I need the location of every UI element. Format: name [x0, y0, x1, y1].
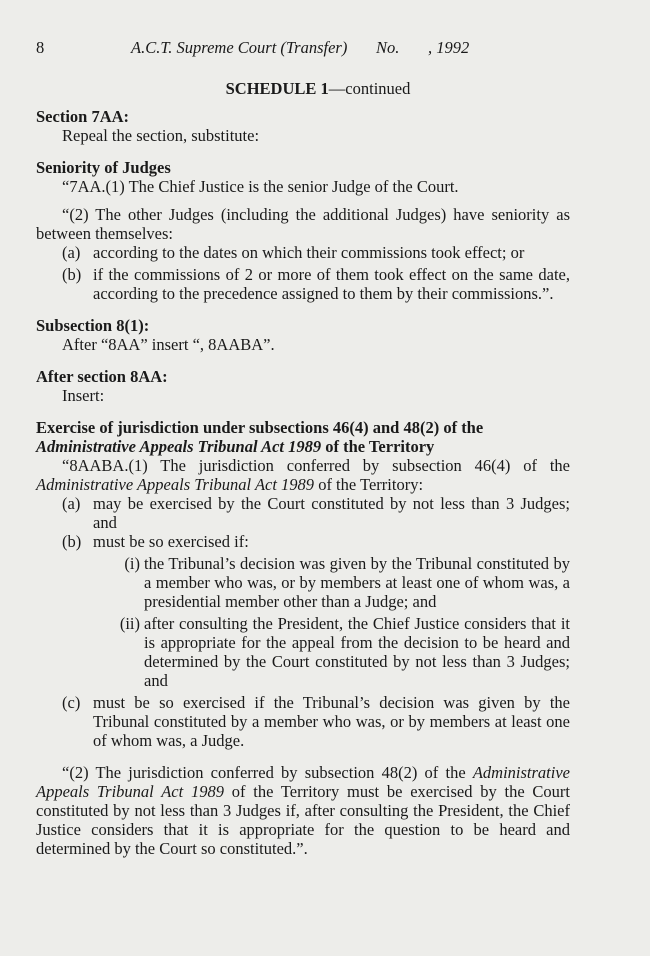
- list-item-label: (b): [62, 265, 82, 284]
- section-8aaba-heading-part2: of the Territory: [321, 437, 435, 456]
- subsection-2-act: Administrative Appeals Tribunal Act 1989: [36, 763, 570, 801]
- subsection-2-start: “(2) The jurisdiction conferred by subsection 48(2) of the: [62, 763, 473, 782]
- list-item-label: (b): [62, 532, 82, 551]
- list-item-label: (a): [62, 243, 81, 262]
- section-8aaba-heading: [36, 418, 570, 456]
- section-7aa-subsection-1: “7AA.(1) The Chief Justice is the senior Judge of the Court.: [62, 177, 459, 196]
- subsection-1-act: Administrative Appeals Tribunal Act 1989: [36, 475, 315, 494]
- section-7aa-instruction: Repeal the section, substitute:: [62, 126, 260, 145]
- sub-list-item: [36, 554, 570, 611]
- subsection-1-start: “8AABA.(1) The jurisdiction conferred by subsection 46(4) of the: [62, 456, 570, 475]
- sub-list-item-label: (ii): [119, 614, 140, 633]
- list-item: [36, 265, 570, 303]
- schedule-title: SCHEDULE 1: [225, 79, 329, 98]
- act-title: A.C.T. Supreme Court (Transfer): [131, 38, 348, 57]
- list-item: [36, 494, 570, 532]
- list-item: [36, 243, 570, 262]
- schedule-heading: [36, 79, 570, 98]
- section-8aaba-heading-part1: Exercise of jurisdiction under subsections 46(4) and 48(2) of the: [36, 418, 484, 437]
- act-number: No.: [376, 38, 400, 57]
- section-7aa-subsection-2: “(2) The other Judges (including the additional Judges) have seniority as between themselves:: [36, 205, 570, 243]
- list-item-text: must be so exercised if:: [93, 532, 249, 551]
- list-item-text: if the commissions of 2 or more of them took effect on the same date, according to the precedence assigned to them by their commissions.”.: [93, 265, 570, 303]
- subsection-8-1-instruction: After “8AA” insert “, 8AABA”.: [62, 335, 275, 354]
- act-year: , 1992: [428, 38, 470, 57]
- document-page: [36, 38, 570, 858]
- schedule-suffix: —continued: [328, 79, 411, 98]
- list-item-label: (c): [62, 693, 81, 712]
- list-item: [36, 693, 570, 750]
- list-item: [36, 532, 570, 551]
- section-8aaba-subsection-2: [36, 763, 570, 858]
- subsection-1-end: of the Territory:: [314, 475, 424, 494]
- section-7aa-heading: Section 7AA:: [36, 107, 130, 126]
- sub-list-item-text: after consulting the President, the Chief Justice considers that it is appropriate for the appeal from the decision to be heard and determined by the Court constituted by not less than 3 Judges; and: [144, 614, 570, 690]
- list-item-label: (a): [62, 494, 81, 513]
- section-8aaba-subsection-1: [36, 456, 570, 494]
- running-header: [36, 38, 570, 58]
- subsection-8-1-heading: Subsection 8(1):: [36, 316, 150, 335]
- subsection-2-end: of the Territory must be exercised by the Court constituted by not less than 3 Judges if, after consulting the President, the Chief Justice considers that it is appropriate for the question to be heard and determined by the Court so constituted.”.: [36, 782, 570, 858]
- list-item-text: may be exercised by the Court constituted by not less than 3 Judges; and: [93, 494, 570, 532]
- list-item-text: must be so exercised if the Tribunal’s decision was given by the Tribunal constituted by a member who was, or by members at least one of whom was, a Judge.: [93, 693, 570, 750]
- section-8aaba-heading-act: Administrative Appeals Tribunal Act 1989: [36, 437, 322, 456]
- after-section-8aa-heading: After section 8AA:: [36, 367, 168, 386]
- sub-list-item-text: the Tribunal’s decision was given by the Tribunal constituted by a member who was, or by members at least one of whom was, a presidential member other than a Judge; and: [144, 554, 570, 611]
- page-number: 8: [36, 38, 45, 57]
- sub-list-item-label: (i): [124, 554, 140, 573]
- after-section-8aa-instruction: Insert:: [62, 386, 105, 405]
- list-item-text: according to the dates on which their commissions took effect; or: [93, 243, 525, 262]
- seniority-heading: Seniority of Judges: [36, 158, 171, 177]
- sub-list-item: [36, 614, 570, 690]
